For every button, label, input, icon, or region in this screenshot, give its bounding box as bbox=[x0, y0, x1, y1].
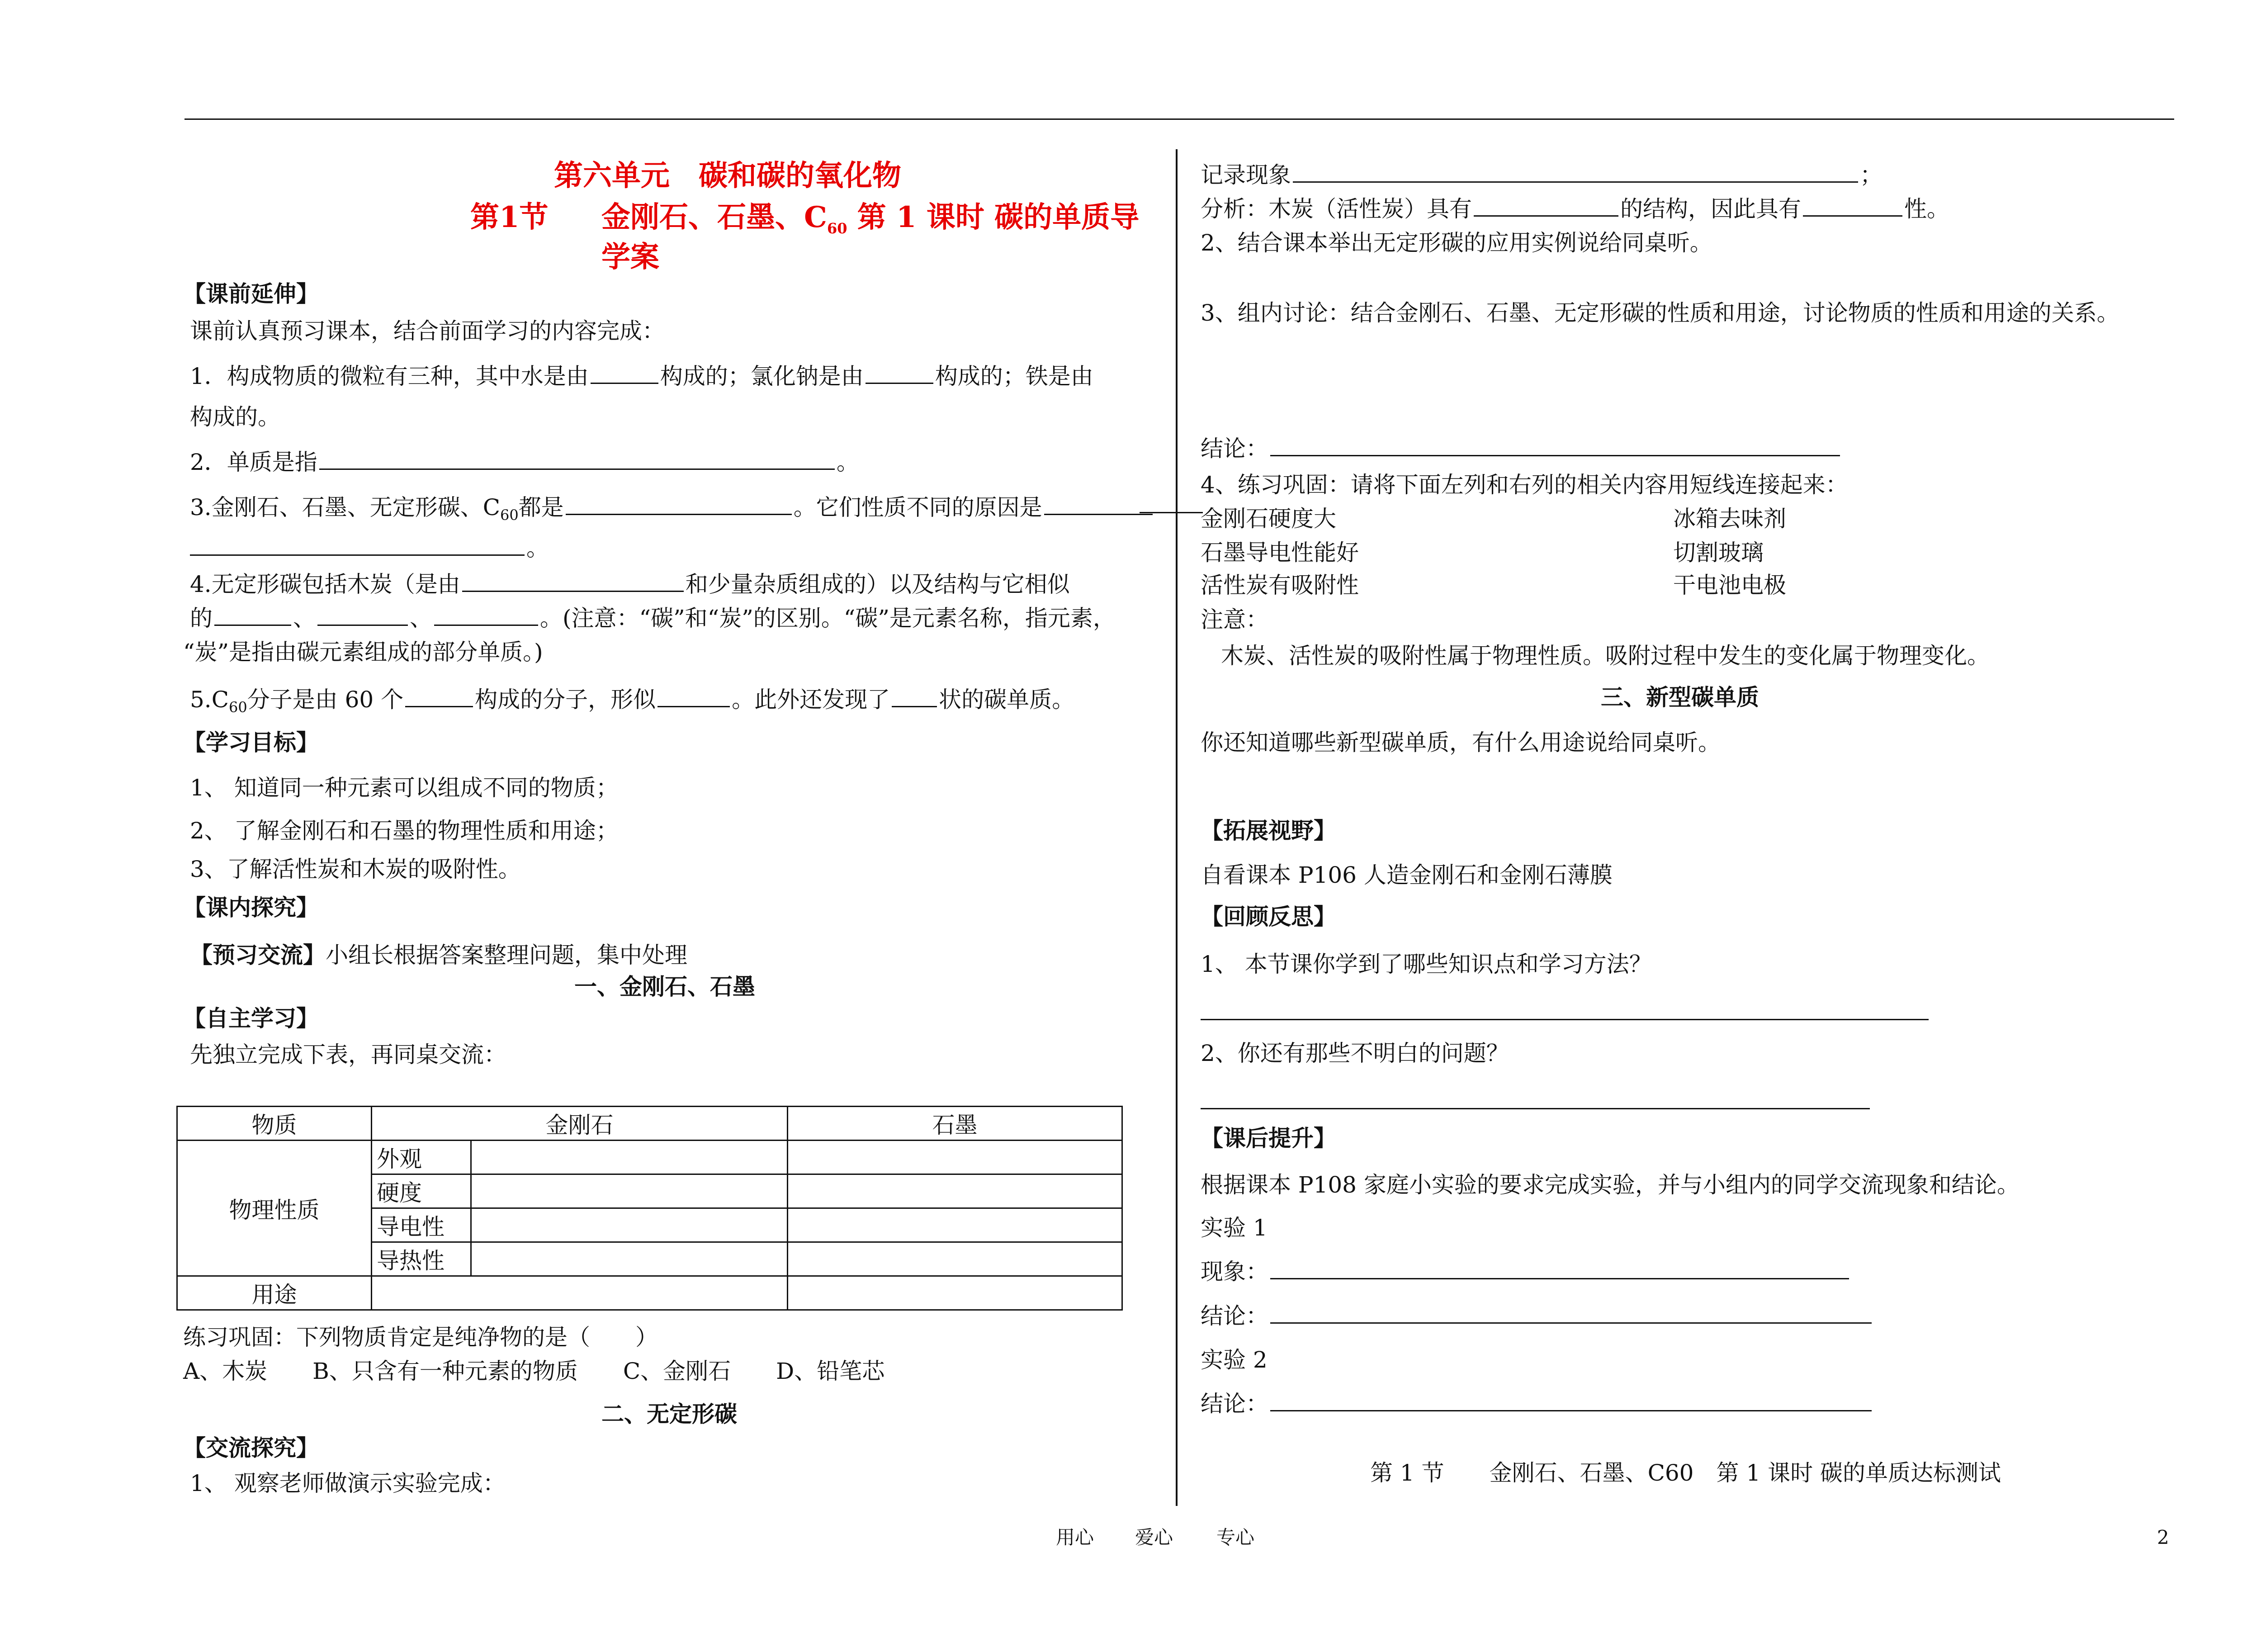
q5-text-a: 5.C bbox=[190, 686, 229, 713]
q1-text-c: 构成的；铁是由 bbox=[935, 363, 1093, 389]
after-class-heading: 【课后提升】 bbox=[1201, 1125, 1336, 1151]
review-item-1: 1、 本节课你学到了哪些知识点和学习方法？ bbox=[1201, 951, 1652, 977]
unit-title: 第六单元 碳和碳的氧化物 bbox=[554, 159, 901, 193]
after-class-text: 根据课本 P108 家庭小实验的要求完成实验，并与小组内的同学交流现象和结论。 bbox=[1201, 1172, 2020, 1198]
note-label: 注意： bbox=[1201, 606, 1268, 633]
q5-sub: 60 bbox=[228, 699, 247, 716]
pre-intro: 课前认真预习课本，结合前面学习的内容完成： bbox=[190, 318, 665, 344]
q2-text-b: 。 bbox=[836, 449, 859, 475]
q4-blank-1[interactable] bbox=[462, 571, 684, 592]
q4-text-e: 、 bbox=[410, 605, 432, 631]
match-right-2: 切割玻璃 bbox=[1673, 540, 1764, 566]
cell-graphite-conductivity[interactable] bbox=[788, 1208, 1122, 1242]
goal-1: 1、 知道同一种元素可以组成不同的物质； bbox=[190, 775, 619, 801]
q1-text-a: 1．构成物质的微粒有三种，其中水是由 bbox=[190, 363, 589, 389]
lesson-title-line3: 学案 bbox=[601, 240, 659, 274]
cell-diamond-appearance[interactable] bbox=[471, 1141, 788, 1174]
right-item-4: 4、练习巩固：请将下面左列和右列的相关内容用短线连接起来： bbox=[1201, 472, 1848, 498]
analysis-text-a: 分析：木炭（活性炭）具有 bbox=[1201, 196, 1472, 222]
section-3-question: 你还知道哪些新型碳单质，有什么用途说给同桌听。 bbox=[1201, 729, 1721, 756]
cell-graphite-use[interactable] bbox=[788, 1276, 1122, 1310]
exp1-conclusion-label: 结论： bbox=[1201, 1303, 1268, 1329]
q5-text-c: 构成的分子，形似 bbox=[475, 686, 656, 713]
header-rule bbox=[184, 118, 2174, 120]
prop-conductivity: 导电性 bbox=[372, 1208, 471, 1242]
cell-diamond-hardness[interactable] bbox=[471, 1174, 788, 1208]
q4-text-b: 和少量杂质组成的）以及结构与它相似 bbox=[685, 571, 1070, 597]
review-answer-line-1[interactable] bbox=[1201, 1019, 1929, 1020]
properties-table bbox=[176, 1106, 1123, 1311]
table-row bbox=[177, 1141, 1122, 1174]
match-left-2: 石墨导电性能好 bbox=[1201, 540, 1359, 566]
q5-text-d: 。此外还发现了 bbox=[732, 686, 890, 713]
q1-blank-2[interactable] bbox=[866, 363, 933, 384]
right-item-3: 3、组内讨论：结合金刚石、石墨、无定形碳的性质和用途，讨论物质的性质和用途的关系。 bbox=[1201, 300, 2119, 326]
expand-heading: 【拓展视野】 bbox=[1201, 817, 1336, 844]
cell-diamond-conductivity[interactable] bbox=[471, 1208, 788, 1242]
question-4-line2 bbox=[190, 604, 1116, 633]
record-label: 记录现象 bbox=[1201, 162, 1291, 188]
conclusion-blank[interactable] bbox=[1270, 435, 1840, 456]
section-2-title: 二、无定形碳 bbox=[601, 1401, 737, 1427]
q4-blank-2[interactable] bbox=[214, 605, 291, 626]
practice-question: 练习巩固：下列物质肯定是纯净物的是（ ） bbox=[183, 1324, 658, 1350]
q2-blank[interactable] bbox=[319, 449, 835, 470]
q5-blank-2[interactable] bbox=[657, 686, 730, 707]
question-4-line3: “炭”是指由碳元素组成的部分单质。) bbox=[183, 639, 543, 665]
lesson-title-sub: 60 bbox=[827, 219, 847, 237]
q3-text-b: 都是 bbox=[518, 494, 564, 521]
prop-appearance: 外观 bbox=[372, 1141, 471, 1174]
footer-motto-3: 专心 bbox=[1216, 1526, 1255, 1548]
q5-blank-3[interactable] bbox=[892, 686, 937, 707]
question-2 bbox=[190, 448, 859, 477]
question-3-cont bbox=[190, 534, 549, 563]
note-text: 木炭、活性炭的吸附性属于物理性质。吸附过程中发生的变化属于物理变化。 bbox=[1221, 643, 1990, 669]
exp2-conclusion-blank[interactable] bbox=[1270, 1390, 1872, 1411]
expand-text: 自看课本 P106 人造金刚石和金刚石薄膜 bbox=[1201, 862, 1613, 888]
question-5 bbox=[190, 685, 1074, 722]
q3-text-d: 。 bbox=[526, 535, 549, 561]
q1-text-b: 构成的；氯化钠是由 bbox=[660, 363, 864, 389]
exp2-conclusion-label: 结论： bbox=[1201, 1391, 1268, 1417]
test-title: 第 1 节 金刚石、石墨、C60 第 1 课时 碳的单质达标测试 bbox=[1370, 1460, 2001, 1486]
analysis-text-c: 性。 bbox=[1904, 196, 1949, 222]
goal-3: 3、了解活性炭和木炭的吸附性。 bbox=[190, 856, 521, 882]
match-right-1: 冰箱去味剂 bbox=[1673, 506, 1786, 532]
self-study-heading: 【自主学习】 bbox=[183, 1005, 319, 1032]
preview-exchange bbox=[190, 941, 687, 970]
practice-options: A、木炭 B、只含有一种元素的物质 C、金刚石 D、铅笔芯 bbox=[183, 1358, 885, 1384]
experiment-2-conclusion bbox=[1201, 1389, 1873, 1418]
q3-text-c: 。它们性质不同的原因是 bbox=[793, 494, 1042, 521]
q4-text-d: 、 bbox=[293, 605, 316, 631]
q2-text-a: 2．单质是指 bbox=[190, 449, 317, 475]
lesson-title bbox=[601, 199, 1139, 247]
review-heading: 【回顾反思】 bbox=[1201, 903, 1336, 930]
match-left-1: 金刚石硬度大 bbox=[1201, 506, 1336, 532]
preview-text: 小组长根据答案整理问题，集中处理 bbox=[326, 942, 687, 968]
q3-sub: 60 bbox=[500, 506, 519, 524]
self-study-intro: 先独立完成下表，再同桌交流： bbox=[190, 1041, 506, 1068]
prop-hardness: 硬度 bbox=[372, 1174, 471, 1208]
experiment-2-label: 实验 2 bbox=[1201, 1347, 1268, 1373]
phenomenon-blank[interactable] bbox=[1270, 1258, 1849, 1279]
experiment-1-conclusion bbox=[1201, 1302, 1873, 1330]
explore-heading: 【课内探究】 bbox=[183, 894, 319, 921]
conclusion-label: 结论： bbox=[1201, 435, 1268, 462]
review-answer-line-2[interactable] bbox=[1201, 1108, 1870, 1109]
question-1-cont: 构成的。 bbox=[190, 404, 280, 430]
q4-text-c: 的 bbox=[190, 605, 213, 631]
header-substance: 物质 bbox=[177, 1107, 372, 1141]
q4-text-f: 。(注意：“碳”和“炭”的区别。“碳”是元素名称，指元素， bbox=[540, 605, 1116, 631]
exchange-heading: 【交流探究】 bbox=[183, 1434, 319, 1461]
footer-motto-2: 爱心 bbox=[1135, 1526, 1173, 1548]
conclusion-line bbox=[1201, 434, 1842, 463]
lesson-title-a: 金刚石、石墨、C bbox=[601, 200, 827, 234]
analysis-blank-1[interactable] bbox=[1474, 195, 1618, 217]
review-item-2: 2、你还有那些不明白的问题？ bbox=[1201, 1040, 1509, 1066]
record-end: ； bbox=[1860, 162, 1883, 188]
q3-blank-3[interactable] bbox=[190, 535, 525, 556]
cell-diamond-use[interactable] bbox=[372, 1276, 788, 1310]
section-number: 第1节 bbox=[470, 200, 549, 234]
record-phenomenon bbox=[1201, 161, 1883, 189]
use-label: 用途 bbox=[177, 1276, 372, 1310]
cell-diamond-thermal[interactable] bbox=[471, 1242, 788, 1276]
q3-blank-2[interactable] bbox=[1044, 494, 1153, 515]
cell-graphite-thermal[interactable] bbox=[788, 1242, 1122, 1276]
question-3 bbox=[190, 493, 1154, 530]
analysis-blank-2[interactable] bbox=[1803, 195, 1902, 217]
q4-blank-3[interactable] bbox=[317, 605, 408, 626]
stray-line bbox=[1140, 512, 1203, 513]
q5-text-b: 分子是由 60 个 bbox=[247, 686, 404, 713]
right-item-2: 2、结合课本举出无定形碳的应用实例说给同桌听。 bbox=[1201, 230, 1712, 256]
q4-blank-4[interactable] bbox=[434, 605, 538, 626]
q4-text-a: 4.无定形碳包括木炭（是由 bbox=[190, 571, 460, 597]
pre-heading: 【课前延伸】 bbox=[183, 280, 319, 307]
cell-graphite-appearance[interactable] bbox=[788, 1141, 1122, 1174]
section-3-title: 三、新型碳单质 bbox=[1601, 684, 1759, 710]
exp1-conclusion-blank[interactable] bbox=[1270, 1302, 1872, 1324]
record-blank[interactable] bbox=[1293, 161, 1858, 183]
lesson-title-b: 第 1 课时 碳的单质导 bbox=[847, 200, 1140, 234]
experiment-1-label: 实验 1 bbox=[1201, 1215, 1268, 1241]
question-1 bbox=[190, 362, 1093, 391]
section-1-title: 一、金刚石、石墨 bbox=[574, 973, 755, 1000]
phenomenon-label: 现象： bbox=[1201, 1259, 1268, 1285]
match-right-3: 干电池电极 bbox=[1673, 572, 1786, 598]
q3-blank-1[interactable] bbox=[566, 494, 792, 515]
table-header-row bbox=[177, 1107, 1122, 1141]
prop-thermal: 导热性 bbox=[372, 1242, 471, 1276]
match-left-3: 活性炭有吸附性 bbox=[1201, 572, 1359, 598]
physical-properties-label: 物理性质 bbox=[177, 1141, 372, 1276]
q1-blank-1[interactable] bbox=[591, 363, 658, 384]
question-4 bbox=[190, 570, 1070, 599]
column-divider bbox=[1176, 149, 1178, 1506]
cell-graphite-hardness[interactable] bbox=[788, 1174, 1122, 1208]
goal-2: 2、 了解金刚石和石墨的物理性质和用途； bbox=[190, 818, 619, 844]
header-graphite: 石墨 bbox=[788, 1107, 1122, 1141]
page-number: 2 bbox=[2157, 1526, 2169, 1548]
footer-motto-1: 用心 bbox=[1056, 1526, 1094, 1548]
exchange-item-1: 1、 观察老师做演示实验完成： bbox=[190, 1470, 506, 1496]
preview-heading: 【预习交流】 bbox=[190, 942, 326, 968]
q5-blank-1[interactable] bbox=[405, 686, 473, 707]
q5-text-e: 状的碳单质。 bbox=[939, 686, 1075, 713]
analysis-line bbox=[1201, 194, 1949, 223]
analysis-text-b: 的结构，因此具有 bbox=[1620, 196, 1801, 222]
goals-heading: 【学习目标】 bbox=[183, 729, 319, 756]
header-diamond: 金刚石 bbox=[372, 1107, 788, 1141]
experiment-1-phenomenon bbox=[1201, 1257, 1851, 1286]
q3-text-a: 3.金刚石、石墨、无定形碳、C bbox=[190, 494, 500, 521]
table-row bbox=[177, 1276, 1122, 1310]
